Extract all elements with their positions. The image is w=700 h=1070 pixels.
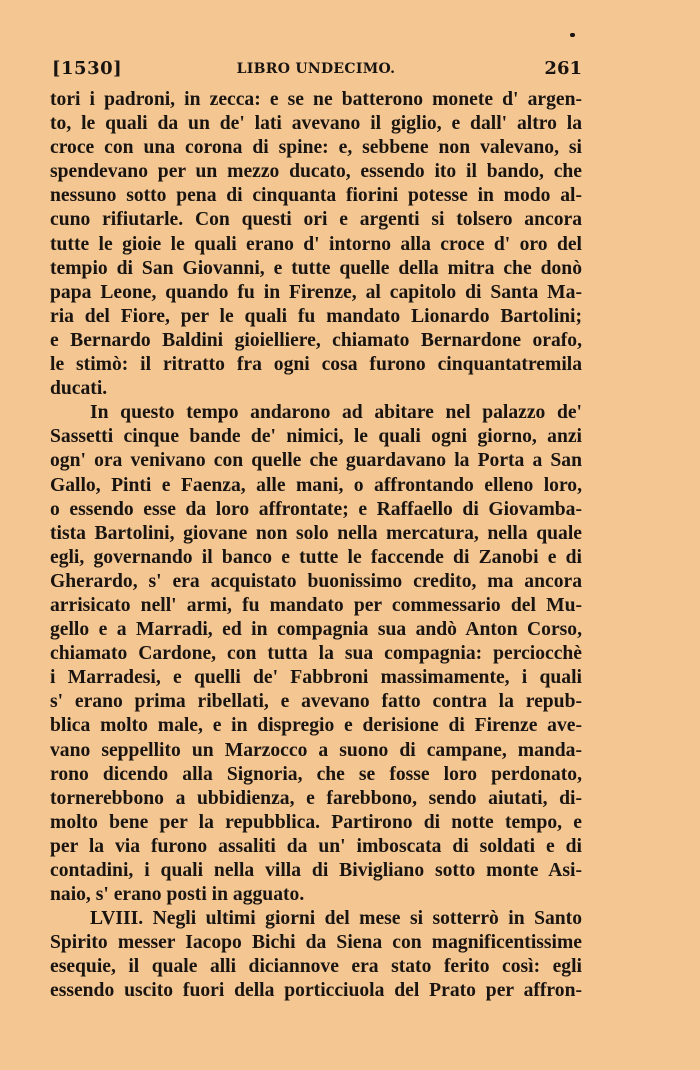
paragraph-end-line: ducati. bbox=[50, 378, 108, 400]
text-line: vano seppellito un Marzocco a suono di campane, manda- bbox=[50, 739, 582, 761]
paragraph-end-line: naio, s' erano posti in agguato. bbox=[50, 884, 305, 906]
text-line: Spirito messer Iacopo Bichi da Siena con magnificentissime bbox=[50, 932, 582, 954]
text-line: chiamato Cardone, con tutta la sua compagnia: perciocchè bbox=[50, 643, 582, 665]
text-line: croce con una corona di spine: e, sebbene non valevano, si bbox=[50, 137, 582, 159]
text-line: e Bernardo Baldini gioielliere, chiamato Bernardone orafo, bbox=[50, 329, 582, 351]
text-line: ogn' ora venivano con quelle che guardavano la Porta a San bbox=[50, 450, 582, 472]
page-number: 261 bbox=[544, 58, 582, 79]
text-line: Sassetti cinque bande de' nimici, le quali ogni giorno, anzi bbox=[50, 426, 582, 448]
text-line: tempio di San Giovanni, e tutte quelle della mitra che donò bbox=[50, 257, 582, 279]
text-line: arrisicato nell' armi, fu mandato per commessario del Mu- bbox=[50, 594, 582, 616]
text-line: papa Leone, quando fu in Firenze, al capitolo di Santa Ma- bbox=[50, 281, 582, 303]
text-line: tista Bartolini, giovane non solo nella mercatura, nella quale bbox=[50, 522, 582, 544]
text-line: i Marradesi, e quelli de' Fabbroni massimamente, i quali bbox=[50, 667, 582, 689]
text-line: rono dicendo alla Signoria, che se fosse loro perdonato, bbox=[50, 763, 582, 785]
text-line: cuno rifiutarle. Con questi ori e argenti si tolsero ancora bbox=[50, 209, 582, 231]
text-line: molto bene per la repubblica. Partirono di notte tempo, e bbox=[50, 811, 582, 833]
text-line: Gherardo, s' era acquistato buonissimo credito, ma ancora bbox=[50, 570, 582, 592]
text-line: s' erano prima ribellati, e avevano fatto contra la repub- bbox=[50, 691, 582, 713]
body-text bbox=[50, 88, 582, 1004]
header-book-title: LIBRO UNDECIMO. bbox=[236, 61, 396, 77]
text-line: tornerebbono a ubbidienza, e farebbono, sendo aiutati, di- bbox=[50, 787, 582, 809]
text-line: contadini, i quali nella villa di Bivigliano sotto monte Asi- bbox=[50, 860, 582, 881]
text-line: essendo uscito fuori della porticciuola del Prato per affron- bbox=[50, 980, 582, 1002]
text-line: spendevano per un mezzo ducato, essendo ito il bando, che bbox=[50, 161, 582, 183]
ink-speck bbox=[570, 33, 575, 37]
text-line: nessuno sotto pena di cinquanta fiorini potesse in modo al- bbox=[50, 185, 582, 207]
text-line: le stimò: il ritratto fra ogni cosa furono cinquantatremila bbox=[50, 354, 582, 376]
text-line: o essendo esse da loro affrontate; e Raffaello di Giovamba- bbox=[50, 498, 582, 520]
text-line: gello e a Marradi, ed in compagnia sua andò Anton Corso, bbox=[50, 619, 582, 641]
section-start-line: LVIII. Negli ultimi giorni del mese si sotterrò in Santo bbox=[90, 908, 582, 930]
book-page bbox=[50, 58, 582, 1004]
running-header bbox=[50, 58, 582, 88]
text-line: esequie, il quale alli diciannove era stato ferito così: egli bbox=[50, 956, 582, 978]
text-line: tutte le gioie le quali erano d' intorno alla croce d' oro del bbox=[50, 233, 582, 255]
text-line: Gallo, Pinti e Faenza, alle mani, o affrontando elleno loro, bbox=[50, 474, 582, 496]
text-line: egli, governando il banco e tutte le faccende di Zanobi e di bbox=[50, 546, 582, 568]
text-line: ria del Fiore, per le quali fu mandato Lionardo Bartolini; bbox=[50, 305, 582, 327]
text-line: tori i padroni, in zecca: e se ne batterono monete d' argen- bbox=[50, 89, 582, 110]
text-line: to, le quali da un de' lati avevano il giglio, e dall' altro la bbox=[50, 113, 582, 135]
text-line: per la via furono assaliti da un' imboscata di soldati e di bbox=[50, 835, 582, 857]
paragraph-start-line: In questo tempo andarono ad abitare nel palazzo de' bbox=[90, 402, 582, 424]
text-line: blica molto male, e in dispregio e derisione di Firenze ave- bbox=[50, 715, 582, 737]
header-year: [1530] bbox=[52, 58, 123, 79]
